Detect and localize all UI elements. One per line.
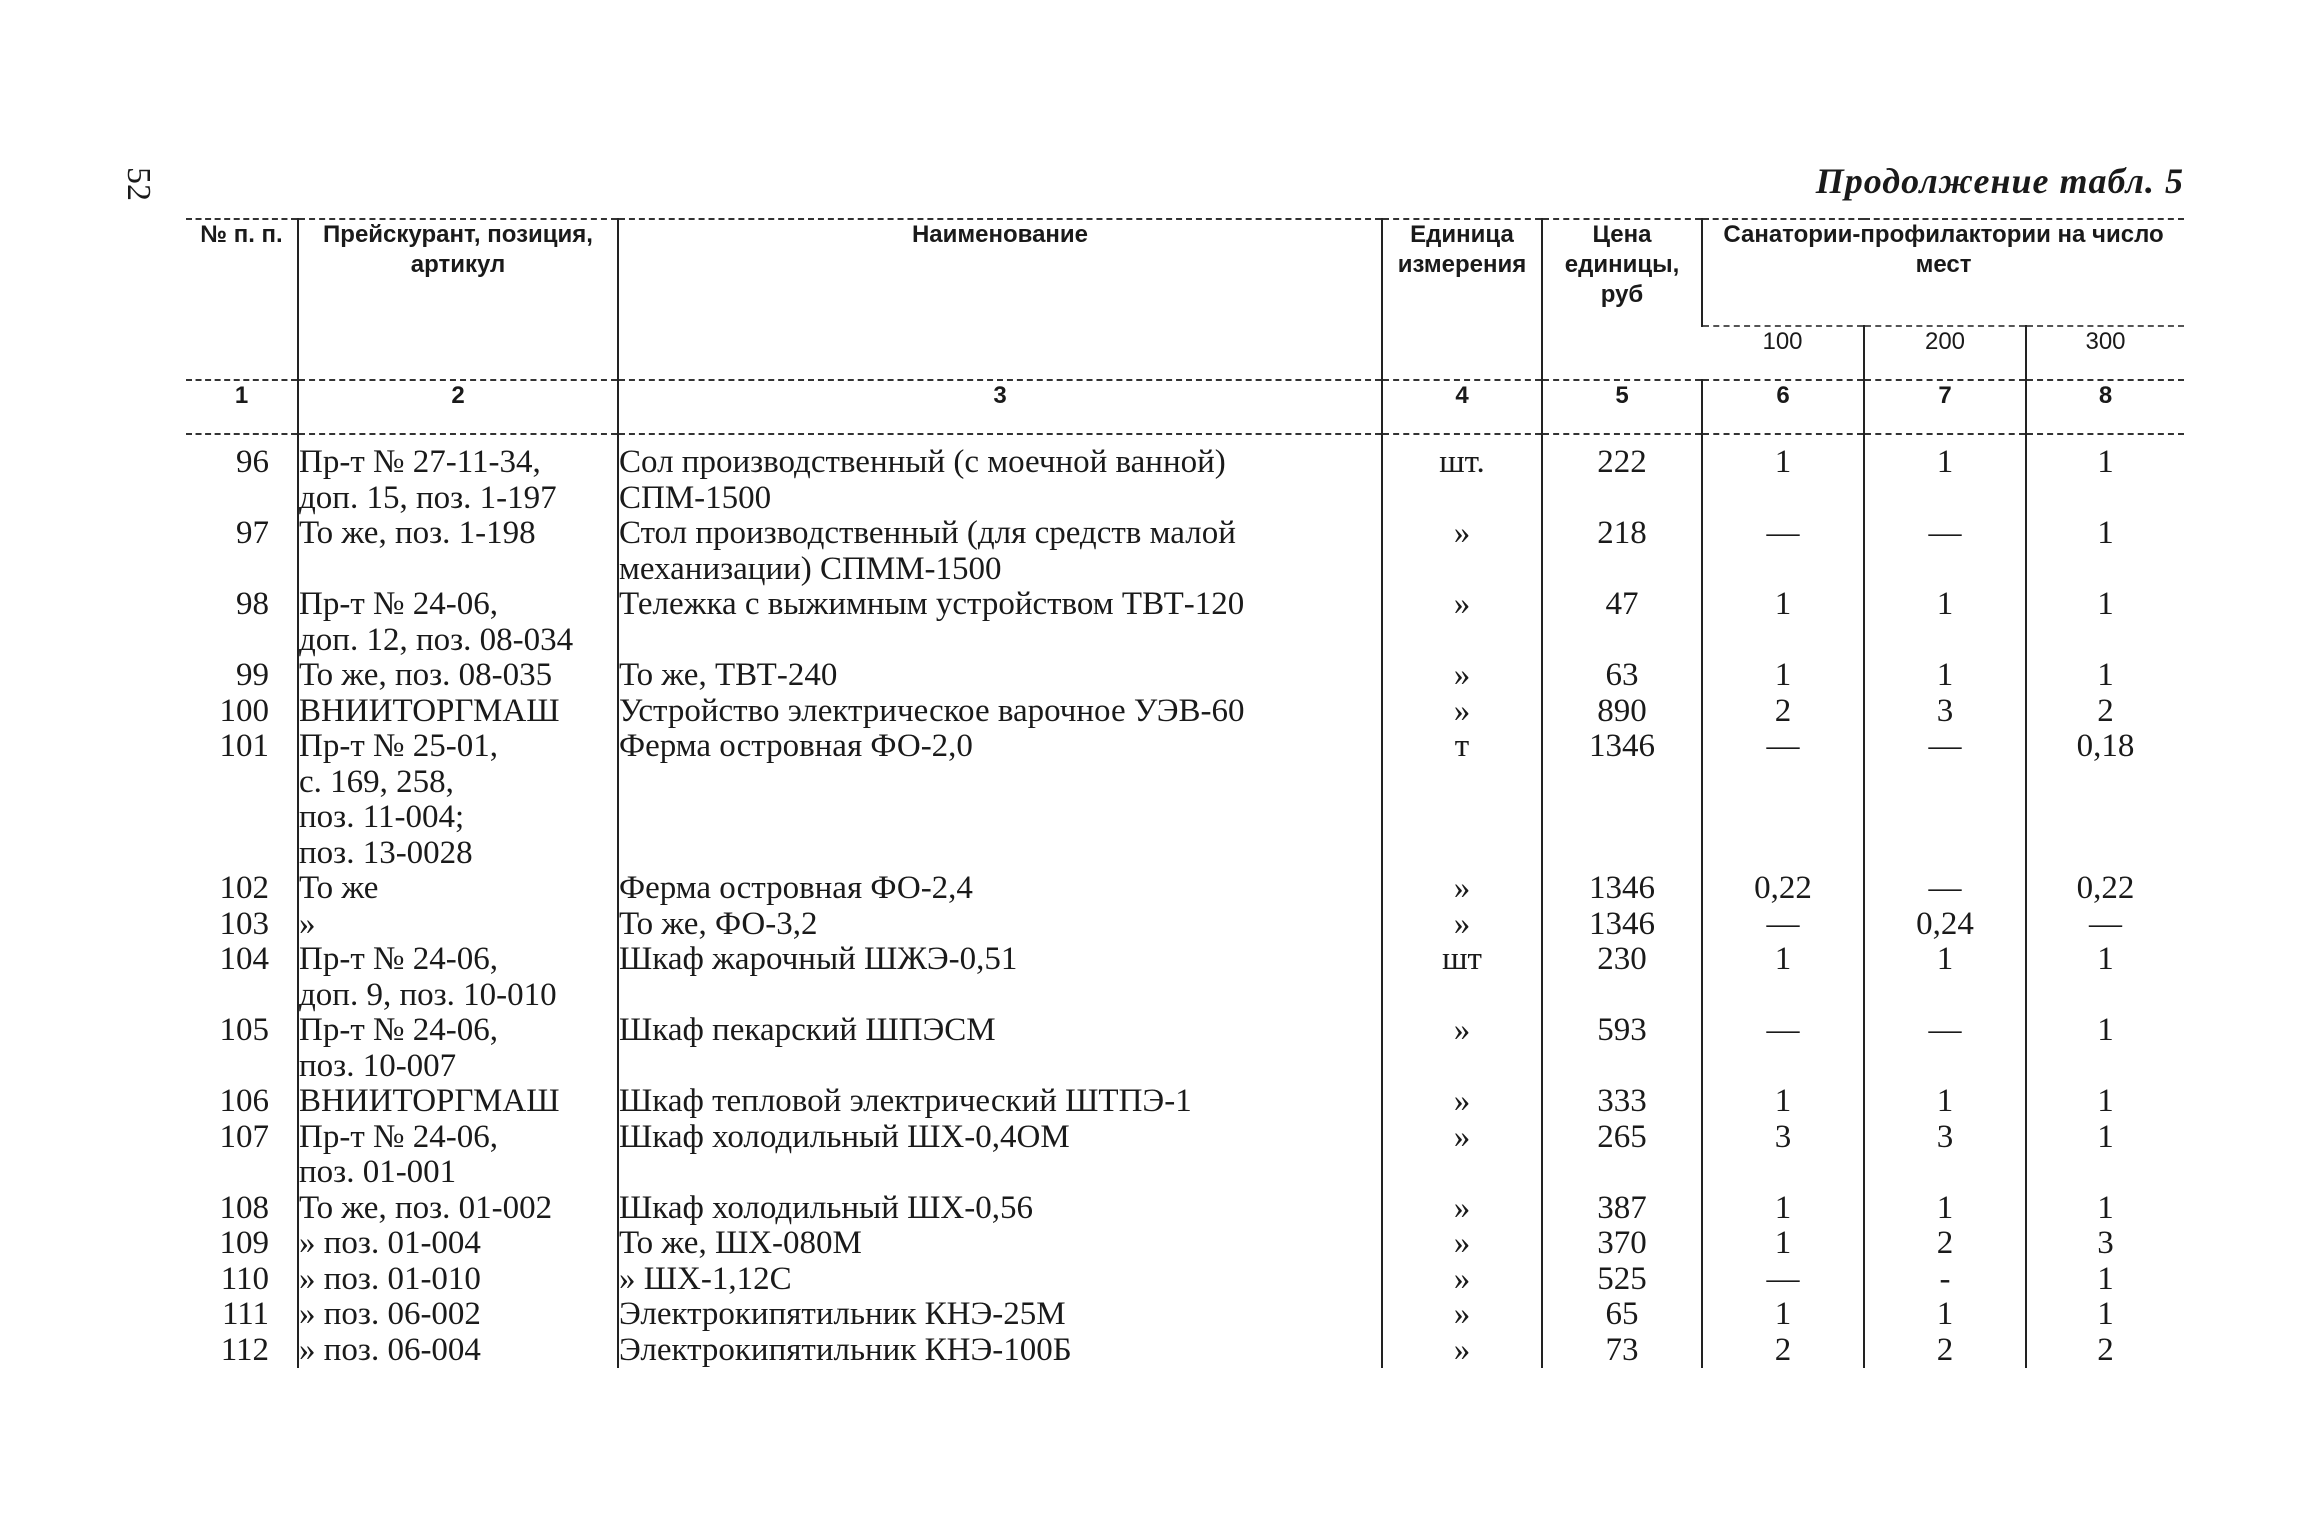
table-row xyxy=(186,434,2184,516)
row-name-line: Тележка с выжимным устройством ТВТ-120 xyxy=(619,586,1245,622)
table-row xyxy=(186,516,2184,587)
row-name xyxy=(618,516,1382,587)
column-number: 4 xyxy=(1382,380,1542,434)
row-number: 110 xyxy=(220,1260,269,1297)
row-name-line: Электрокипятильник КНЭ-100Б xyxy=(619,1331,1072,1368)
row-qty-300: 2 xyxy=(2026,1333,2184,1369)
row-qty-200: 3 xyxy=(1864,1120,2026,1191)
row-pricelist xyxy=(298,658,618,694)
row-pricelist xyxy=(298,729,618,871)
row-name xyxy=(618,907,1382,943)
row-price: 1346 xyxy=(1542,907,1702,943)
row-number: 111 xyxy=(221,1296,269,1332)
row-pricelist-line: доп. 9, поз. 10-010 xyxy=(299,976,557,1013)
row-pricelist-line: То же xyxy=(299,870,379,906)
row-pricelist xyxy=(298,516,618,587)
row-unit: » xyxy=(1382,658,1542,694)
table-row xyxy=(186,1262,2184,1298)
header-number: № п. п. xyxy=(186,219,298,380)
row-qty-200: — xyxy=(1864,1013,2026,1084)
row-name xyxy=(618,1191,1382,1227)
row-number: 104 xyxy=(219,941,269,977)
table-row xyxy=(186,1191,2184,1227)
row-pricelist xyxy=(298,1120,618,1191)
row-price: 890 xyxy=(1542,694,1702,730)
header-sub-100: 100 xyxy=(1702,326,1864,380)
row-pricelist-line: поз. 10-007 xyxy=(299,1047,457,1084)
row-qty-200: — xyxy=(1864,871,2026,907)
table-row xyxy=(186,729,2184,871)
row-qty-200: 1 xyxy=(1864,1191,2026,1227)
row-unit: » xyxy=(1382,1297,1542,1333)
row-number: 109 xyxy=(219,1225,269,1261)
row-name-line: Ферма островная ФО-2,4 xyxy=(619,870,973,906)
row-qty-100: 1 xyxy=(1702,1191,1864,1227)
column-number: 6 xyxy=(1702,380,1864,434)
header-unit: Единица измерения xyxy=(1382,219,1542,380)
row-qty-300: 1 xyxy=(2026,1084,2184,1120)
row-pricelist-line: поз. 13-0028 xyxy=(299,834,473,871)
row-name-line: Шкаф холодильный ШХ-0,4ОМ xyxy=(619,1118,1070,1155)
row-unit: шт xyxy=(1382,942,1542,1013)
row-qty-100: 1 xyxy=(1702,1084,1864,1120)
row-name-line: СПМ-1500 xyxy=(619,479,772,516)
row-price: 218 xyxy=(1542,516,1702,587)
table-row xyxy=(186,871,2184,907)
table-caption: Продолжение табл. 5 xyxy=(1815,161,2184,201)
row-qty-200: - xyxy=(1864,1262,2026,1298)
row-pricelist xyxy=(298,1084,618,1120)
row-unit: » xyxy=(1382,1262,1542,1298)
row-unit: » xyxy=(1382,694,1542,730)
row-unit: » xyxy=(1382,1084,1542,1120)
row-pricelist xyxy=(298,1262,618,1298)
row-qty-300: — xyxy=(2026,907,2184,943)
row-name xyxy=(618,1226,1382,1262)
column-number: 5 xyxy=(1542,380,1702,434)
row-price: 73 xyxy=(1542,1333,1702,1369)
row-name-line: » ШХ-1,12С xyxy=(619,1260,792,1297)
row-qty-100: — xyxy=(1702,516,1864,587)
row-name xyxy=(618,1013,1382,1084)
header-name: Наименование xyxy=(618,219,1382,380)
row-pricelist xyxy=(298,1013,618,1084)
column-number: 1 xyxy=(186,380,298,434)
table-body xyxy=(186,434,2184,1368)
row-price: 65 xyxy=(1542,1297,1702,1333)
row-qty-100: 1 xyxy=(1702,434,1864,516)
row-price: 222 xyxy=(1542,434,1702,516)
page-number: 52 xyxy=(120,167,157,201)
header-sub-200: 200 xyxy=(1864,326,2026,380)
row-name-line: Устройство электрическое варочное УЭВ-60 xyxy=(619,692,1245,729)
column-number: 7 xyxy=(1864,380,2026,434)
row-qty-300: 0,18 xyxy=(2026,729,2184,871)
row-pricelist xyxy=(298,1333,618,1369)
row-name-line: Электрокипятильник КНЭ-25М xyxy=(619,1296,1066,1332)
row-number: 107 xyxy=(219,1118,269,1155)
row-pricelist-line: Пр-т № 27-11-34, xyxy=(299,444,541,480)
row-qty-100: 1 xyxy=(1702,587,1864,658)
row-name-line: Ферма островная ФО-2,0 xyxy=(619,728,973,764)
row-price: 593 xyxy=(1542,1013,1702,1084)
row-name xyxy=(618,729,1382,871)
row-price: 387 xyxy=(1542,1191,1702,1227)
row-name-line: Шкаф жарочный ШЖЭ-0,51 xyxy=(619,941,1018,977)
row-pricelist-line: Пр-т № 24-06, xyxy=(299,1012,498,1048)
row-number: 106 xyxy=(219,1083,269,1119)
row-qty-300: 1 xyxy=(2026,1297,2184,1333)
row-pricelist-line: доп. 12, поз. 08-034 xyxy=(299,621,574,658)
row-pricelist xyxy=(298,1191,618,1227)
row-name xyxy=(618,942,1382,1013)
table-row xyxy=(186,694,2184,730)
row-qty-300: 1 xyxy=(2026,1013,2184,1084)
row-name xyxy=(618,694,1382,730)
row-unit: » xyxy=(1382,587,1542,658)
row-pricelist-line: Пр-т № 24-06, xyxy=(299,586,498,622)
row-name-line: То же, ФО-3,2 xyxy=(619,905,818,942)
row-qty-100: — xyxy=(1702,729,1864,871)
table-row xyxy=(186,1120,2184,1191)
header-pricelist: Прейскурант, позиция, артикул xyxy=(298,219,618,380)
row-unit: шт. xyxy=(1382,434,1542,516)
row-pricelist xyxy=(298,1297,618,1333)
row-qty-200: 1 xyxy=(1864,587,2026,658)
row-qty-200: — xyxy=(1864,516,2026,587)
row-pricelist-line: То же, поз. 08-035 xyxy=(299,657,553,693)
row-number: 108 xyxy=(219,1189,269,1226)
row-qty-300: 1 xyxy=(2026,587,2184,658)
row-qty-100: — xyxy=(1702,907,1864,943)
row-name-line: То же, ТВТ-240 xyxy=(619,657,838,693)
row-pricelist xyxy=(298,907,618,943)
row-qty-300: 2 xyxy=(2026,694,2184,730)
row-number: 103 xyxy=(219,905,269,942)
row-price: 333 xyxy=(1542,1084,1702,1120)
row-pricelist-line: » поз. 06-004 xyxy=(299,1331,481,1368)
row-pricelist xyxy=(298,434,618,516)
table-row xyxy=(186,658,2184,694)
row-name xyxy=(618,1262,1382,1298)
row-pricelist xyxy=(298,587,618,658)
row-qty-200: 1 xyxy=(1864,434,2026,516)
row-number: 101 xyxy=(219,728,269,764)
row-price: 265 xyxy=(1542,1120,1702,1191)
row-pricelist-line: доп. 15, поз. 1-197 xyxy=(299,479,557,516)
row-price: 1346 xyxy=(1542,729,1702,871)
row-pricelist xyxy=(298,694,618,730)
table-row xyxy=(186,587,2184,658)
row-pricelist-line: с. 169, 258, xyxy=(299,763,454,800)
header-price: Цена единицы, руб xyxy=(1542,219,1702,380)
row-pricelist-line: То же, поз. 01-002 xyxy=(299,1189,553,1226)
row-qty-100: — xyxy=(1702,1013,1864,1084)
row-qty-200: 2 xyxy=(1864,1333,2026,1369)
row-pricelist-line: Пр-т № 24-06, xyxy=(299,1118,498,1155)
row-price: 370 xyxy=(1542,1226,1702,1262)
row-price: 1346 xyxy=(1542,871,1702,907)
row-number: 105 xyxy=(219,1012,269,1048)
row-name xyxy=(618,1084,1382,1120)
row-unit: » xyxy=(1382,1013,1542,1084)
row-number: 102 xyxy=(219,870,269,906)
row-name xyxy=(618,434,1382,516)
row-pricelist-line: » xyxy=(299,905,316,942)
row-name-line: Стол производственный (для средств малой xyxy=(619,515,1236,551)
row-number: 97 xyxy=(236,515,269,551)
row-pricelist-line: » поз. 01-004 xyxy=(299,1225,481,1261)
row-name-line: механизации) СПММ-1500 xyxy=(619,550,1002,587)
column-number: 3 xyxy=(618,380,1382,434)
row-qty-200: 1 xyxy=(1864,1297,2026,1333)
row-unit: » xyxy=(1382,907,1542,943)
table-row xyxy=(186,1226,2184,1262)
row-qty-300: 1 xyxy=(2026,942,2184,1013)
table-row xyxy=(186,942,2184,1013)
row-pricelist-line: То же, поз. 1-198 xyxy=(299,515,536,551)
row-qty-200: 3 xyxy=(1864,694,2026,730)
row-pricelist xyxy=(298,871,618,907)
row-name-line: Шкаф тепловой электрический ШТПЭ-1 xyxy=(619,1083,1192,1119)
row-qty-100: 1 xyxy=(1702,1297,1864,1333)
row-name xyxy=(618,658,1382,694)
row-qty-200: 0,24 xyxy=(1864,907,2026,943)
row-qty-100: — xyxy=(1702,1262,1864,1298)
row-number: 99 xyxy=(236,657,269,693)
row-name-line: Шкаф пекарский ШПЭСМ xyxy=(619,1012,996,1048)
row-qty-200: 2 xyxy=(1864,1226,2026,1262)
row-number: 98 xyxy=(236,586,269,622)
row-qty-100: 1 xyxy=(1702,1226,1864,1262)
row-pricelist-line: ВНИИТОРГМАШ xyxy=(299,692,560,729)
row-pricelist-line: » поз. 06-002 xyxy=(299,1296,481,1332)
row-number: 96 xyxy=(236,444,269,480)
row-price: 525 xyxy=(1542,1262,1702,1298)
row-name xyxy=(618,871,1382,907)
row-number: 112 xyxy=(220,1331,269,1368)
row-pricelist xyxy=(298,1226,618,1262)
row-qty-300: 1 xyxy=(2026,516,2184,587)
row-unit: » xyxy=(1382,1191,1542,1227)
row-pricelist-line: Пр-т № 24-06, xyxy=(299,941,498,977)
row-qty-300: 1 xyxy=(2026,1262,2184,1298)
row-name-line: Шкаф холодильный ШХ-0,56 xyxy=(619,1189,1033,1226)
row-qty-300: 1 xyxy=(2026,1120,2184,1191)
row-qty-100: 3 xyxy=(1702,1120,1864,1191)
table-row xyxy=(186,907,2184,943)
row-price: 47 xyxy=(1542,587,1702,658)
row-qty-300: 3 xyxy=(2026,1226,2184,1262)
row-pricelist-line: поз. 11-004; xyxy=(299,799,465,835)
header-sub-300: 300 xyxy=(2026,326,2184,380)
row-pricelist xyxy=(298,942,618,1013)
header-sanatorium-group: Санатории-профилактории на число мест xyxy=(1702,219,2184,326)
table-row xyxy=(186,1084,2184,1120)
row-qty-200: 1 xyxy=(1864,1084,2026,1120)
row-price: 230 xyxy=(1542,942,1702,1013)
row-name xyxy=(618,1297,1382,1333)
row-pricelist-line: ВНИИТОРГМАШ xyxy=(299,1083,560,1119)
row-name xyxy=(618,1333,1382,1369)
row-number: 100 xyxy=(219,692,269,729)
table-row xyxy=(186,1333,2184,1369)
row-qty-300: 0,22 xyxy=(2026,871,2184,907)
row-qty-200: 1 xyxy=(1864,942,2026,1013)
row-unit: » xyxy=(1382,516,1542,587)
row-name-line: Сол производственный (с моечной ванной) xyxy=(619,444,1226,480)
row-unit: » xyxy=(1382,1226,1542,1262)
column-number: 2 xyxy=(298,380,618,434)
row-qty-100: 0,22 xyxy=(1702,871,1864,907)
row-pricelist-line: » поз. 01-010 xyxy=(299,1260,481,1297)
row-unit: » xyxy=(1382,1120,1542,1191)
row-qty-100: 2 xyxy=(1702,694,1864,730)
row-qty-100: 2 xyxy=(1702,1333,1864,1369)
price-table xyxy=(186,218,2184,1368)
column-number: 8 xyxy=(2026,380,2184,434)
row-name xyxy=(618,587,1382,658)
row-qty-100: 1 xyxy=(1702,658,1864,694)
row-price: 63 xyxy=(1542,658,1702,694)
table-row xyxy=(186,1013,2184,1084)
row-unit: » xyxy=(1382,871,1542,907)
row-name xyxy=(618,1120,1382,1191)
row-qty-200: 1 xyxy=(1864,658,2026,694)
row-unit: т xyxy=(1382,729,1542,871)
row-qty-200: — xyxy=(1864,729,2026,871)
row-qty-300: 1 xyxy=(2026,658,2184,694)
row-unit: » xyxy=(1382,1333,1542,1369)
row-qty-300: 1 xyxy=(2026,1191,2184,1227)
row-pricelist-line: поз. 01-001 xyxy=(299,1154,457,1190)
table-row xyxy=(186,1297,2184,1333)
row-qty-100: 1 xyxy=(1702,942,1864,1013)
row-qty-300: 1 xyxy=(2026,434,2184,516)
row-pricelist-line: Пр-т № 25-01, xyxy=(299,728,498,764)
row-name-line: То же, ШХ-080М xyxy=(619,1225,862,1261)
